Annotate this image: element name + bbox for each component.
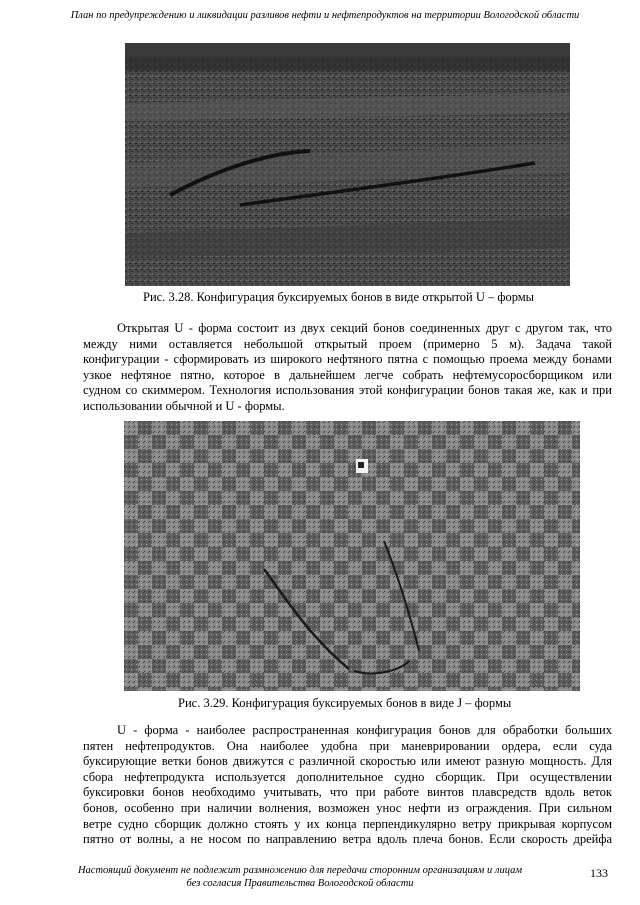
text-line: использовании обычной и U - формы. xyxy=(83,398,285,413)
paragraph-open-u-form xyxy=(83,321,612,415)
text-line: пятен нефтепродуктов. Она наиболее удобна при маневрировании ордера, если суда xyxy=(83,738,612,753)
text-line: буксирующие ветки бонов движутся с различной скоростью или имеют разную мощность. Для xyxy=(83,754,612,769)
figure-caption: Рис. 3.29. Конфигурация буксируемых бонов в виде J – формы xyxy=(178,696,512,710)
text-line: ветре судно сборщик должно стоять у их конца перпендикулярно ветру прикрывая корпусом xyxy=(83,816,612,831)
text-line: между ними оставляется небольшой открытый проем (примерно 5 м). Задача такой xyxy=(83,336,612,351)
running-header: План по предупреждению и ликвидации разливов нефти и нефтепродуктов на территории Вологодской области xyxy=(70,10,580,21)
figure-open-u-form-photo xyxy=(125,43,570,286)
footer-line: без согласия Правительства Вологодской области xyxy=(186,878,414,889)
text-line: пятно от волны, а не носом по направлению ветра вдоль плеча бонов. Если скорость дрейфа xyxy=(83,832,612,847)
figure-j-form-photo xyxy=(124,421,580,691)
footer-notice xyxy=(60,864,540,890)
text-line: U - форма - наиболее распространенная конфигурация бонов для обработки больших xyxy=(117,723,612,737)
footer-line: Настоящий документ не подлежит размножению для передачи сторонним организациям и лицам xyxy=(77,865,523,876)
figure-caption: Рис. 3.28. Конфигурация буксируемых бонов в виде открытой U – формы xyxy=(143,290,535,304)
paragraph-u-form xyxy=(83,723,612,848)
text-line: Открытая U - форма состоит из двух секций бонов соединенных друг с другом так, что xyxy=(117,321,612,335)
text-line: узкое нефтяное пятно, которое в дальнейшем легче собрать нефтемусоросборщиком или xyxy=(83,367,612,382)
text-line: сбора нефтепродукта используется дополнительное судно сборщик. При осуществлении xyxy=(83,769,612,784)
page-number: 133 xyxy=(590,866,608,880)
text-line: бонов, особенно при наличии волнения, возможен унос нефти из ограждения. При сильном xyxy=(83,800,612,815)
text-line: буксировки бонов необходимо учитывать, что при работе винтов плавсредств вдоль веток xyxy=(83,785,612,800)
text-line: конфигурации - сформировать из широкого нефтяного пятна с помощью проема между бонами xyxy=(83,352,612,367)
text-line: судном со скиммером. Технология использования этой конфигурации бонов такая же, как и при xyxy=(83,383,612,398)
